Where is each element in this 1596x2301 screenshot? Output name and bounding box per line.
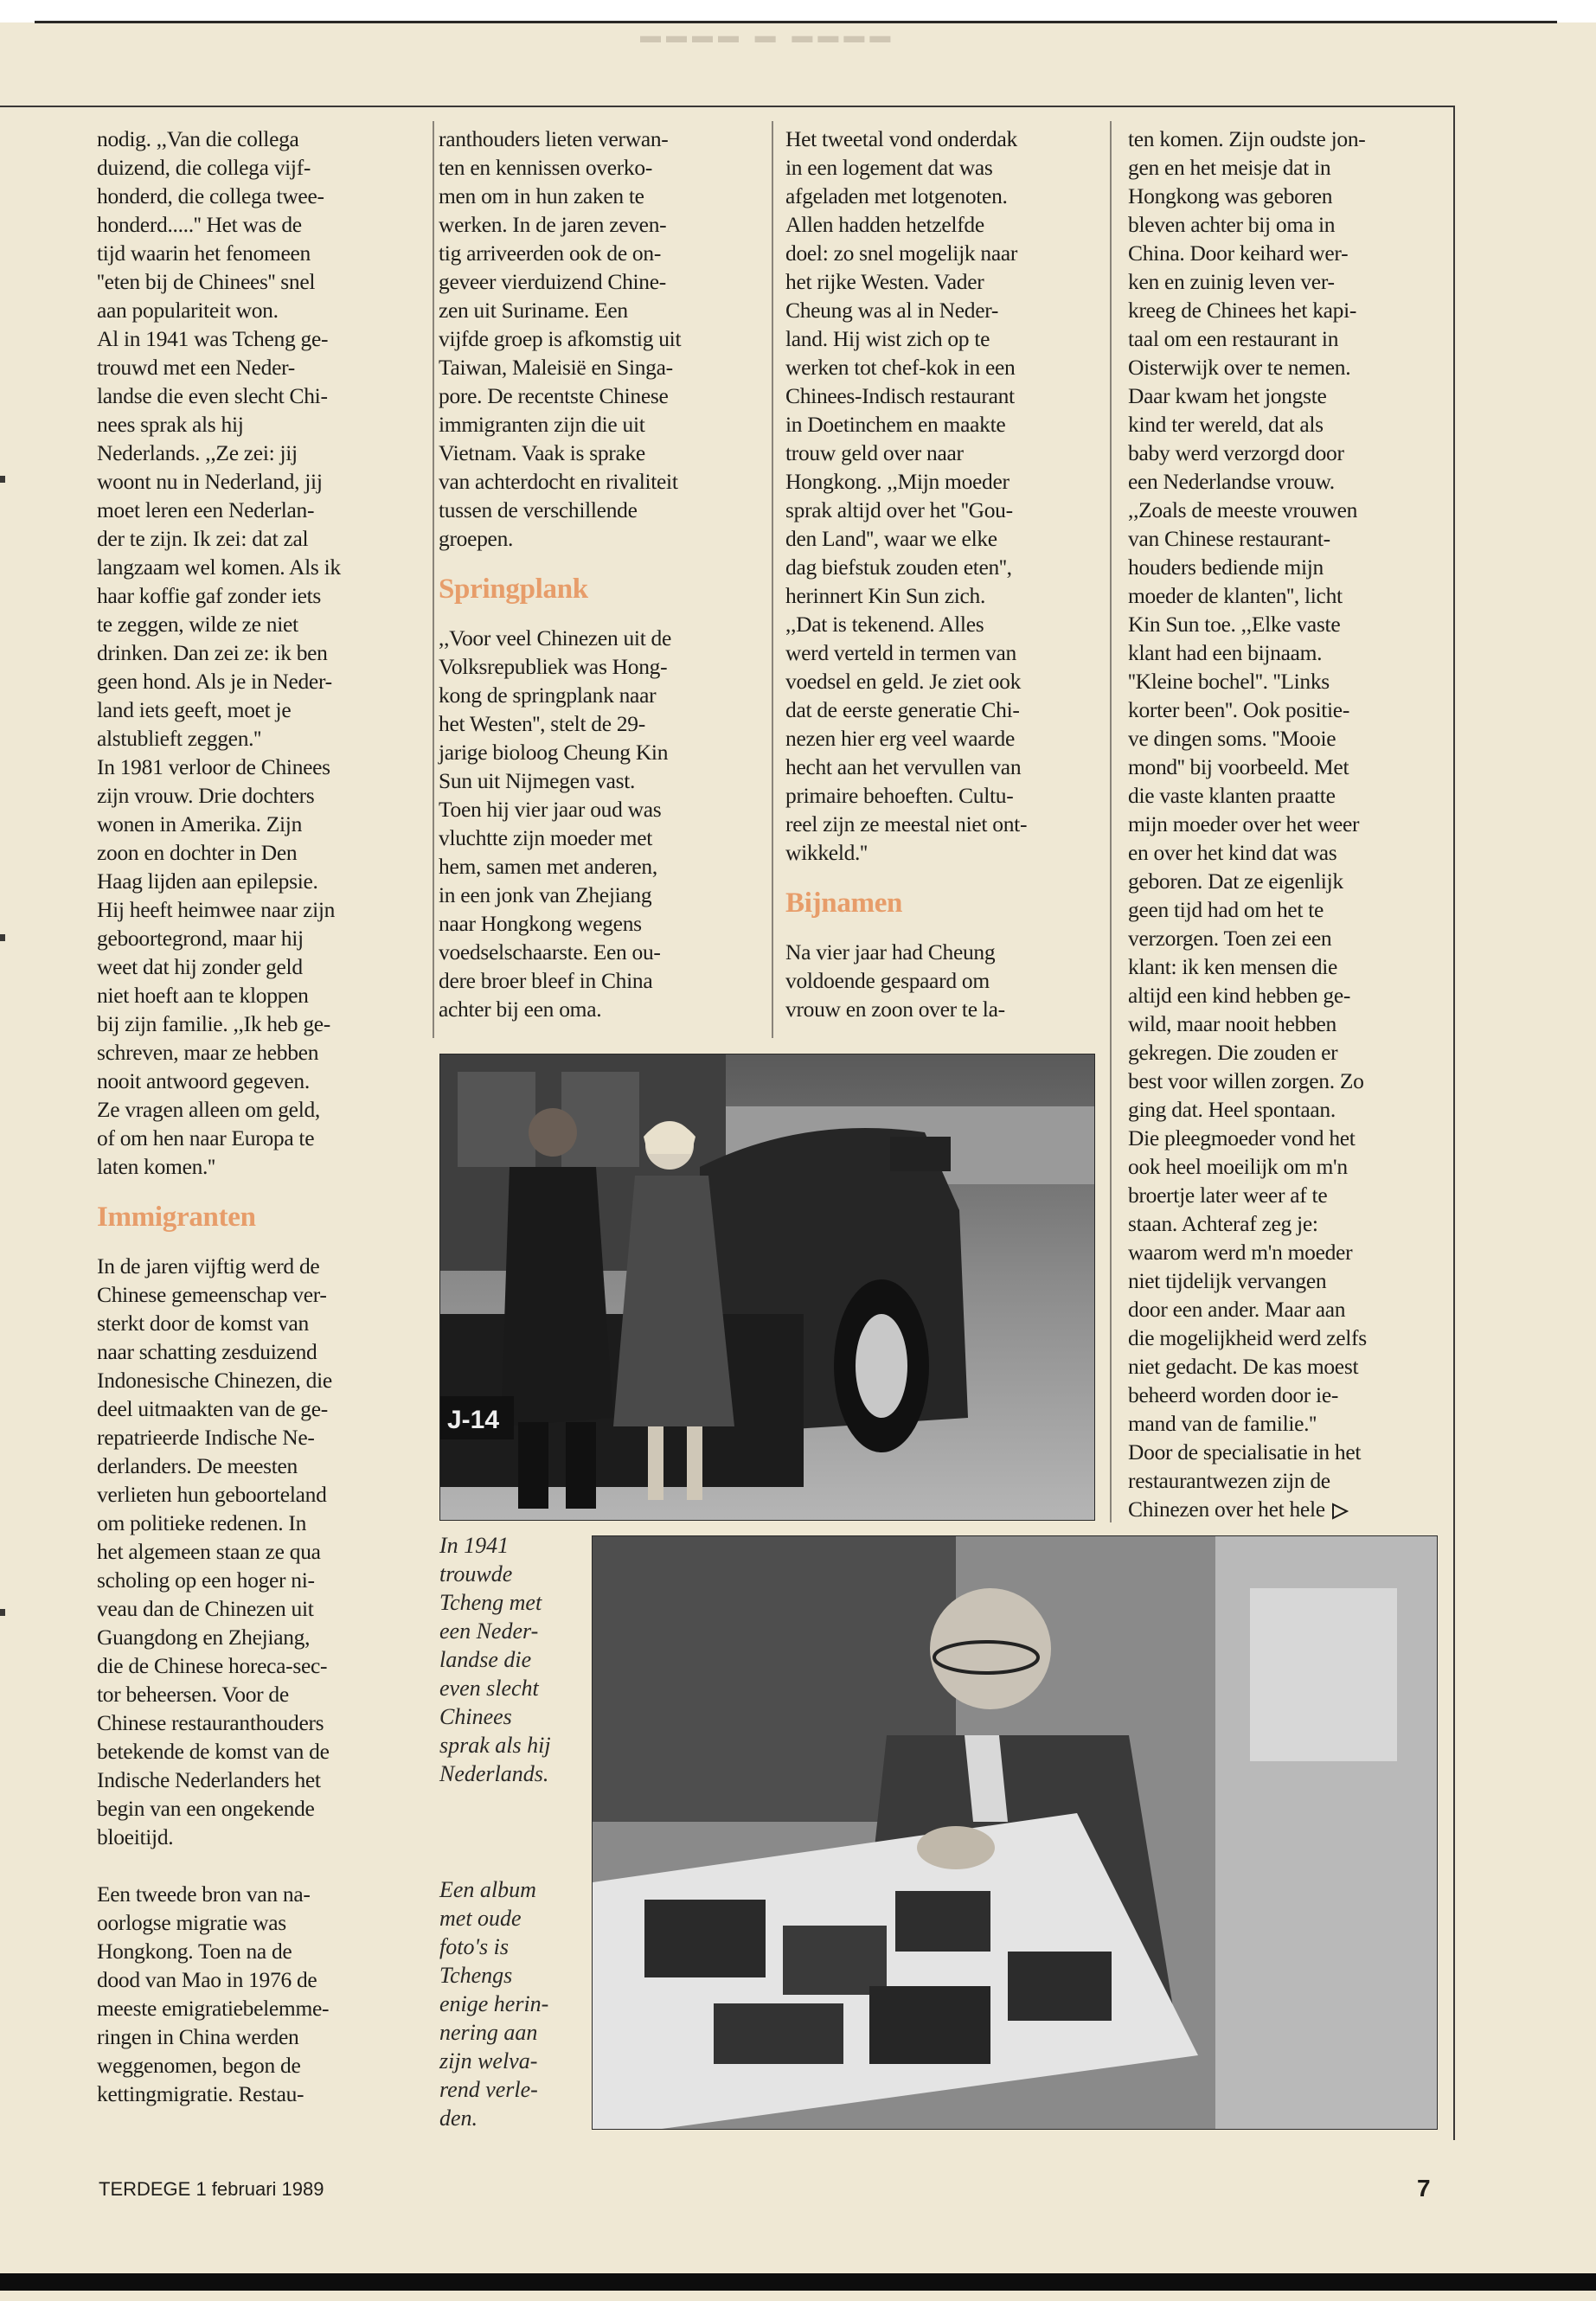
section-heading-immigranten: Immigranten	[97, 1202, 256, 1233]
photo-caption-2: Een album met oude foto's is Tchengs enige herin- nering aan zijn welva- rend verle- den.	[439, 1877, 549, 2131]
photo-couple-illustration	[440, 1054, 1094, 1520]
paragraph-text: Door de specialisatie in het restaurantwezen zijn de Chinezen over het hele	[1128, 1439, 1362, 1522]
bleed-through-text: ▬▬▬▬ ▬ ▬▬▬▬	[640, 24, 896, 48]
top-rule	[35, 21, 1557, 23]
article-column-2	[439, 125, 767, 1023]
paragraph: Na vier jaar had Cheung voldoende gespaard om vrouw en zoon over te la-	[785, 939, 1005, 1022]
photo-album-illustration	[593, 1536, 1437, 2129]
license-plate-text: J-14	[447, 1406, 500, 1434]
paragraph: Al in 1941 was Tcheng ge- trouwd met een Neder- landse die even slecht Chi- nees sprak als hij Nederlands. ,,Ze zei: jij woont nu in Nederland, jij moet leren een Nederlan- der te zijn. Ik zei: dat zal langzaam wel komen. Als ik haar koffie gaf zonder iets te zeggen, wilde ze niet drinken. Dan zei ze: ik ben geen hond. Als je in Neder- land iets geeft, moet je alstublieft zeggen.''	[97, 326, 341, 751]
article-column-1	[97, 125, 421, 2108]
paragraph: ranthouders lieten verwan- ten en kennissen overko- men om in hun zaken te werken. In de jaren zeven- tig arriveerden ook de on- geveer vierduizend Chine- zen uit Suriname. Een vijfde groep is afkomstig uit Taiwan, Maleisië en Singa- pore. De recentste Chinese immigranten zijn die uit Vietnam. Vaak is sprake van achterdocht en rivaliteit tussen de verschillende groepen.	[439, 126, 682, 551]
scan-mark	[0, 934, 5, 941]
photo-caption-1: In 1941 trouwde Tcheng met een Neder- landse die even slecht Chinees sprak als hij Nederlands.	[439, 1533, 551, 1786]
paragraph: In 1981 verloor de Chinees zijn vrouw. Drie dochters wonen in Amerika. Zijn zoon en dochter in Den Haag lijden aan epilepsie. Hij heeft heimwee naar zijn geboortegrond, maar hij weet dat hij zonder geld niet hoeft aan te kloppen bij zijn familie. ,,Ik heb ge- schreven, maar ze hebben nooit antwoord gegeven. Ze vragen alleen om geld, of om hen naar Europa te laten komen.''	[97, 754, 336, 1179]
scan-mark	[0, 1609, 5, 1616]
column-divider-1	[433, 121, 434, 1038]
column-divider-2	[772, 121, 773, 1038]
paragraph	[1128, 1438, 1450, 1523]
photo-couple-with-car	[439, 1054, 1095, 1521]
paragraph: nodig. ,,Van die collega duizend, die collega vijf- honderd, die collega twee- honderd.....'' Het was de tijd waarin het fenomeen ''eten bij de Chinees'' snel aan populariteit won.	[97, 126, 324, 323]
article-column-4	[1128, 125, 1450, 1523]
paragraph: ,,Voor veel Chinezen uit de Volksrepubliek was Hong- kong de springplank naar het Westen'', stelt de 29- jarige bioloog Cheung Kin Sun uit Nijmegen vast. Toen hij vier jaar oud was vluchtte zijn moeder met hem, samen met anderen, in een jonk van Zhejiang naar Hongkong wegens voedselschaarste. Een ou- dere broer bleef in China achter bij een oma.	[439, 625, 672, 1022]
publication-footer: TERDEGE 1 februari 1989	[99, 2178, 324, 2200]
column-divider-3	[1110, 121, 1112, 1522]
paragraph: ten komen. Zijn oudste jon- gen en het meisje dat in Hongkong was geboren bleven achter bij oma in China. Door keihard wer- ken en zuinig leven ver- kreeg de Chinees het kapi- taal om een restaurant in Oisterwijk over te nemen. Daar kwam het jongste kind ter wereld, dat als baby werd verzorgd door een Nederlandse vrouw. ,,Zoals de meeste vrouwen van Chinese restaurant- houders bediende mijn moeder de klanten'', licht Kin Sun toe. ,,Elke vaste klant had een bijnaam. ''Kleine bochel''. ''Links korter been''. Ook positie- ve dingen soms. ''Mooie mond'' bij voorbeeld. Met die vaste klanten praatte mijn moeder over het weer en over het kind dat was geboren. Dat ze eigenlijk geen tijd had om het te verzorgen. Toen zei een klant: ik ken mensen die altijd een kind hebben ge- wild, maar nooit hebben gekregen. Die zouden er best voor willen zorgen. Zo ging dat. Heel spontaan. Die pleegmoeder vond het ook heel moeilijk om m'n broertje later weer af te staan. Achteraf zeg je: waarom werd m'n moeder niet tijdelijk vervangen door een ander. Maar aan die mogelijkheid werd zelfs niet gedacht. De kas moest beheerd worden door ie- mand van de familie.''	[1128, 126, 1367, 1436]
paragraph: Een tweede bron van na- oorlogse migratie was Hongkong. Toen na de dood van Mao in 1976 de meeste emigratiebelemme- ringen in China werden weggenomen, begon de kettingmigratie. Restau-	[97, 1881, 330, 2106]
scan-mark	[0, 476, 5, 483]
section-heading-springplank: Springplank	[439, 574, 588, 605]
photo-man-with-album	[592, 1535, 1438, 2130]
section-heading-bijnamen: Bijnamen	[785, 888, 903, 919]
article-column-3	[785, 125, 1107, 1023]
triangle-right-icon	[1330, 1502, 1349, 1521]
paragraph: Het tweetal vond onderdak in een logement dat was afgeladen met lotgenoten. Allen hadden hetzelfde doel: zo snel mogelijk naar het rijke Westen. Vader Cheung was al in Neder- land. Hij wist zich op te werken tot chef-kok in een Chinees-Indisch restaurant in Doetinchem en maakte trouw geld over naar Hongkong. ,,Mijn moeder sprak altijd over het ''Gou- den Land'', waar we elke dag biefstuk zouden eten'', herinnert Kin Sun zich. ,,Dat is tekenend. Alles werd verteld in termen van voedsel en geld. Je ziet ook dat de eerste generatie Chi- nezen hier erg veel waarde hecht aan het vervullen van primaire behoeften. Cultu- reel zijn ze meestal niet ont- wikkeld.''	[785, 126, 1028, 865]
page-number: 7	[1417, 2175, 1431, 2202]
bottom-scan-edge	[0, 2273, 1596, 2291]
top-scan-margin	[0, 0, 1596, 22]
paragraph: In de jaren vijftig werd de Chinese gemeenschap ver- sterkt door de komst van naar schatting zesduizend Indonesische Chinezen, die deel uitmaakten van de ge- repatrieerde Indische Ne- derlanders. De meesten verlieten hun geboorteland om politieke redenen. In het algemeen staan ze qua scholing op een hoger ni- veau dan de Chinezen uit Guangdong en Zhejiang, die de Chinese horeca-sec- tor beheersen. Voor de Chinese restauranthouders betekende de komst van de Indische Nederlanders het begin van een ongekende bloeitijd.	[97, 1253, 332, 1849]
